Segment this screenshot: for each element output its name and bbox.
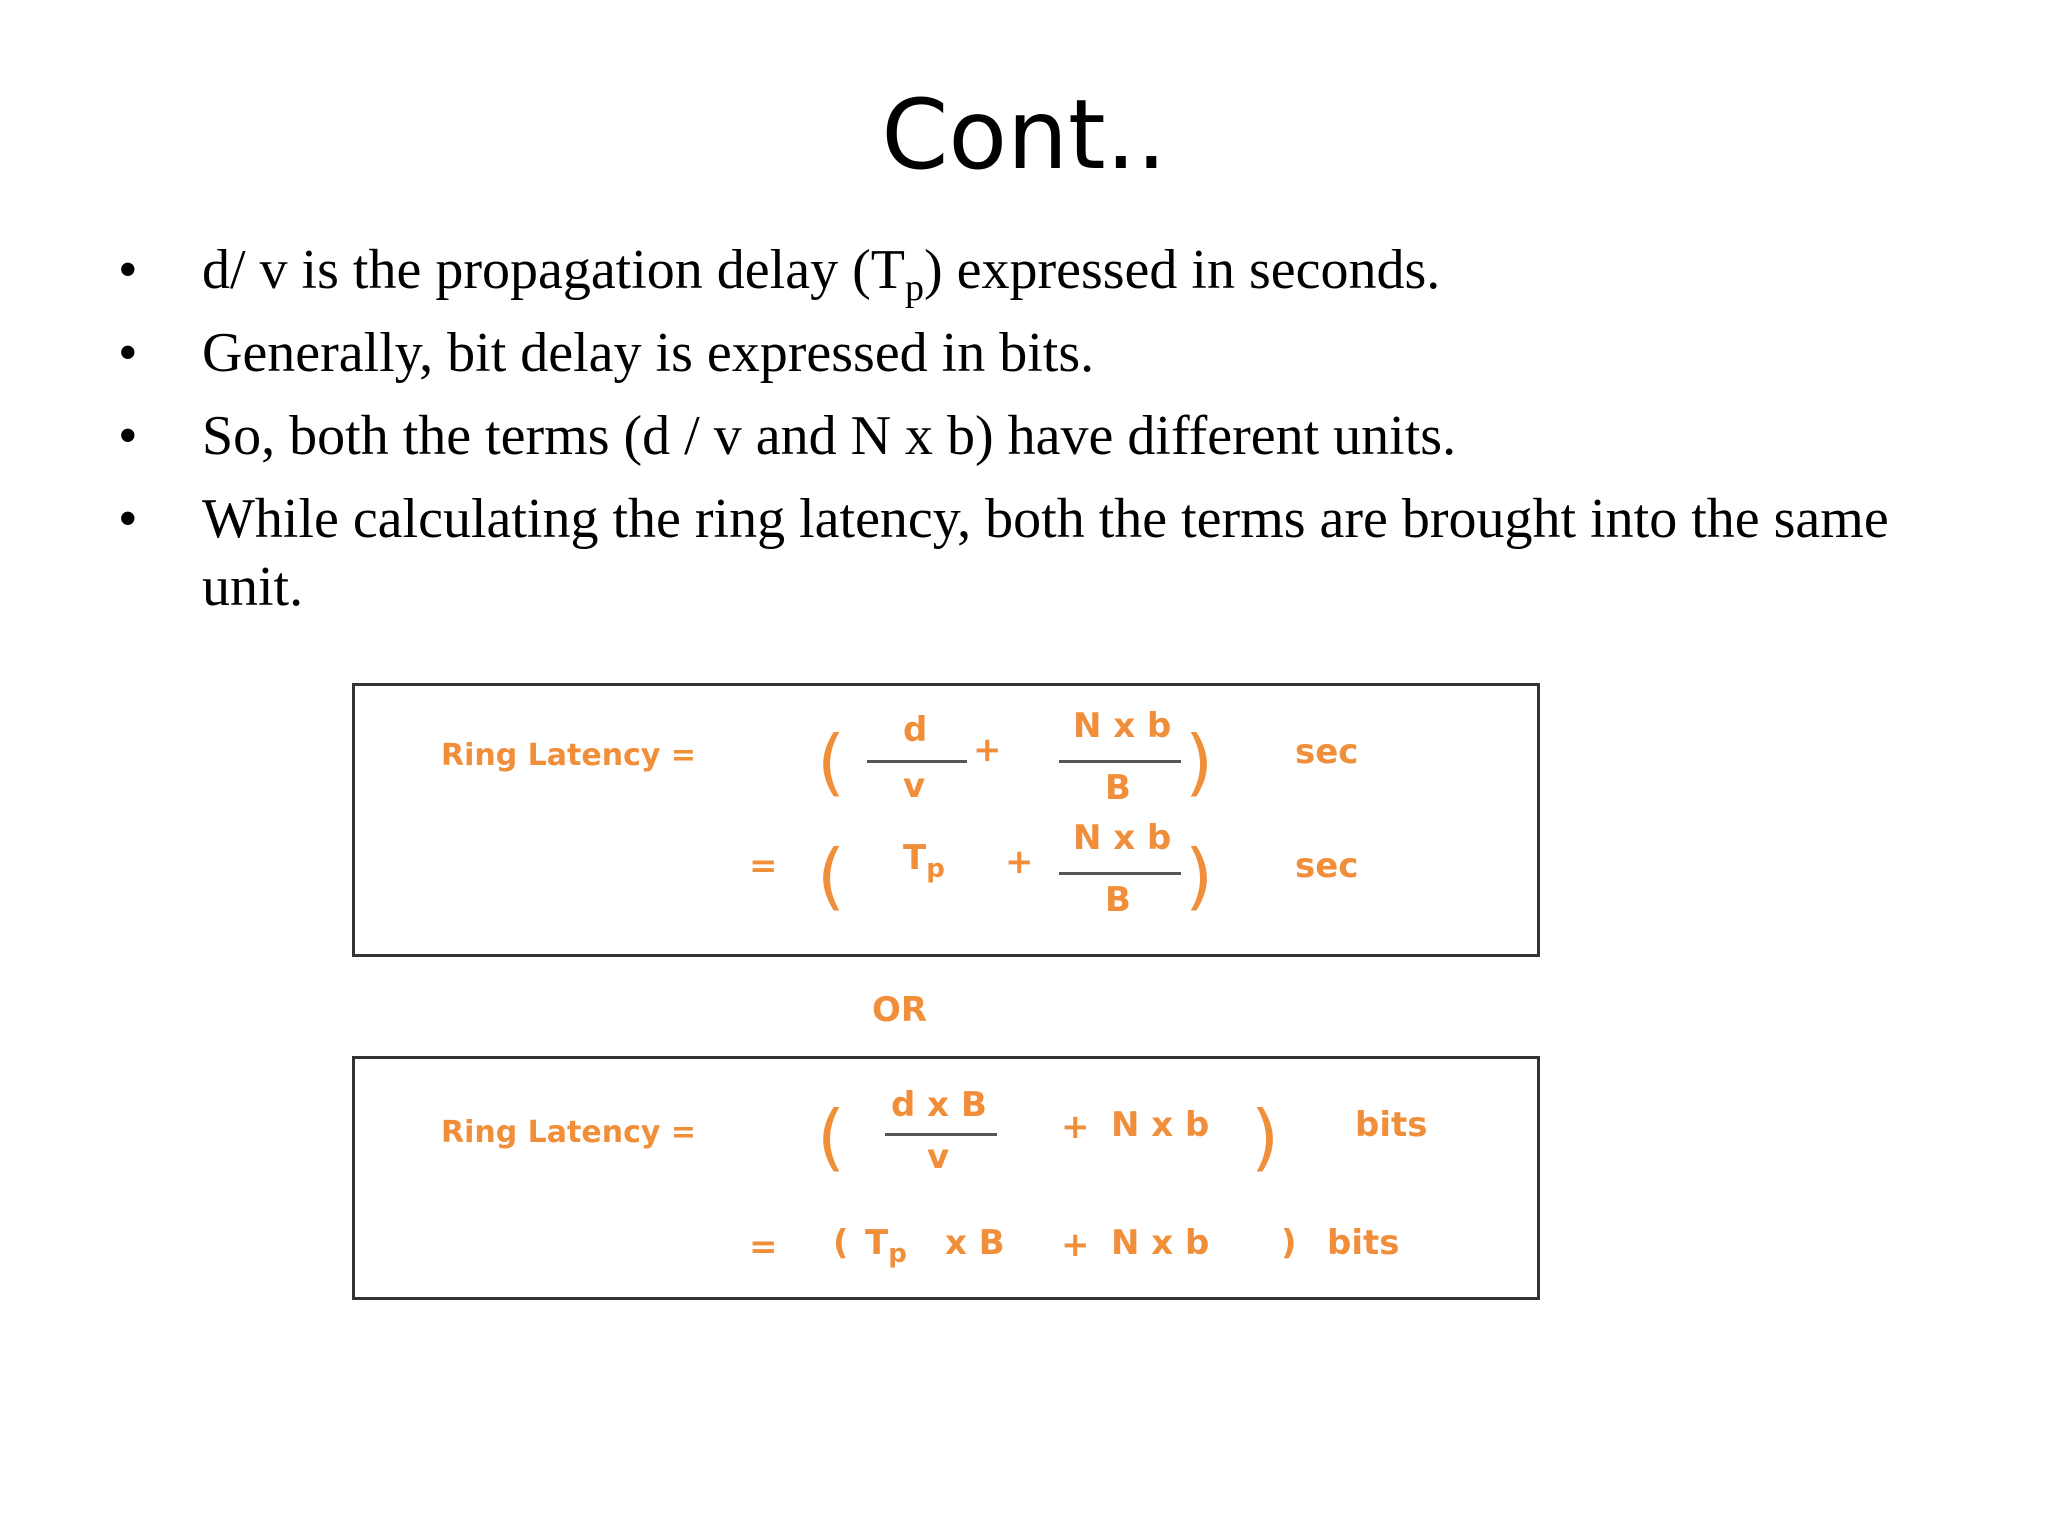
subscript-p: p [904,267,924,310]
denominator-v: v [903,766,926,806]
bullet-text-end: ) expressed in seconds. [923,239,1441,301]
close-paren: ) [1281,1223,1297,1263]
plus-sign: + [973,730,1002,770]
equals-sign: = [749,1227,778,1267]
bullet-text: d/ v is the propagation delay (T [202,239,905,301]
numerator-nxb: N x b [1073,818,1172,858]
times-b: x B [945,1223,1005,1263]
unit-bits: bits [1327,1223,1400,1263]
close-paren: ) [1185,720,1214,804]
unit-sec: sec [1295,846,1359,886]
fraction-bar [1059,872,1181,875]
bullet-text: While calculating the ring latency, both the terms are brought into the same unit. [202,488,1889,618]
fraction-bar [885,1133,997,1136]
unit-sec: sec [1295,732,1359,772]
bullet-text: So, both the terms (d / v and N x b) have different units. [202,405,1457,467]
bullet-dot: • [118,405,138,467]
numerator-nxb: N x b [1073,706,1172,746]
bullet-list [118,236,1978,636]
bullet-dot: • [118,488,138,550]
formula-box-seconds [352,683,1540,957]
bullet-item [118,319,1978,387]
bullet-text: Generally, bit delay is expressed in bits. [202,322,1095,384]
ring-latency-label: Ring Latency = [441,1115,696,1150]
plus-sign: + [1061,1107,1090,1147]
plus-sign: + [1005,842,1034,882]
equals-sign: = [749,846,778,886]
open-paren: ( [817,834,846,918]
formula-box-bits [352,1056,1540,1300]
denominator-b: B [1105,880,1131,920]
term-nxb: N x b [1111,1223,1210,1263]
open-paren: ( [833,1223,849,1263]
tp-symbol: $T_p$ [903,838,945,884]
open-paren: ( [817,1095,846,1179]
bullet-item [118,485,1978,621]
fraction-bar [867,760,967,763]
unit-bits: bits [1355,1105,1428,1145]
numerator-d: d [903,710,928,750]
bullet-dot: • [118,239,138,301]
open-paren: ( [817,720,846,804]
ring-latency-label: Ring Latency = [441,738,696,773]
tp-symbol: $T_p$ [865,1223,907,1269]
denominator-b: B [1105,768,1131,808]
bullet-dot: • [118,322,138,384]
close-paren: ) [1185,834,1214,918]
close-paren: ) [1251,1095,1280,1179]
bullet-item [118,236,1978,310]
denominator-v: v [927,1137,950,1177]
or-separator: OR [872,990,928,1030]
numerator-dxb: d x B [891,1085,987,1125]
fraction-bar [1059,760,1181,763]
term-nxb: N x b [1111,1105,1210,1145]
plus-sign: + [1061,1225,1090,1265]
bullet-item [118,402,1978,470]
slide-title: Cont.. [881,79,1167,191]
